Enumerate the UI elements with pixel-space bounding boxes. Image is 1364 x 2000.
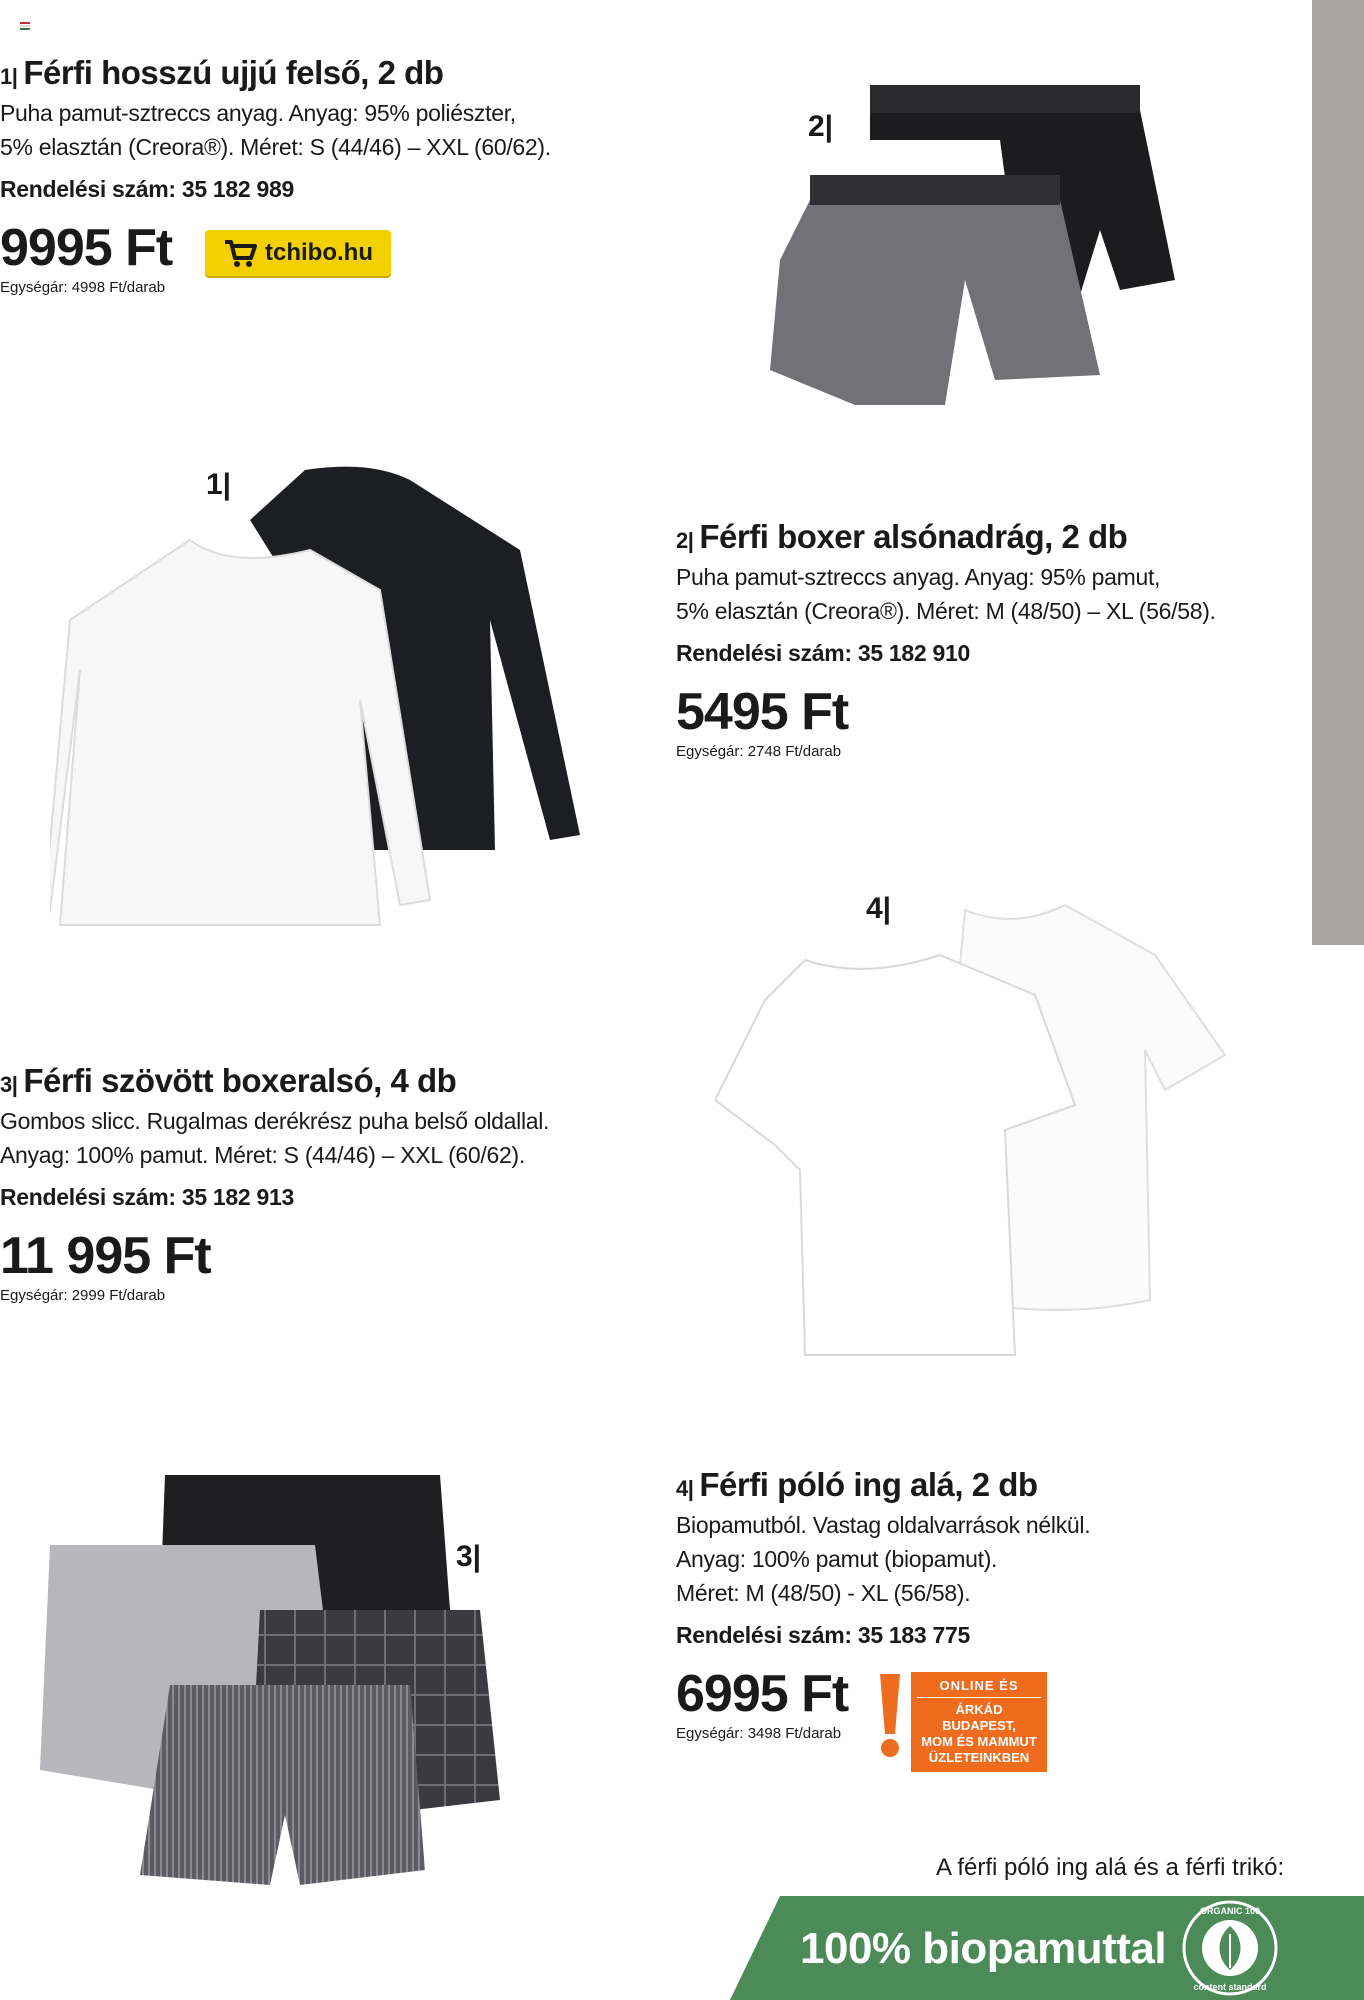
order-number: Rendelési szám: 35 182 989 — [0, 176, 294, 202]
notice-line: ÜZLETEINKBEN — [928, 1750, 1030, 1765]
unit-price: Egységár: 2748 Ft/darab — [676, 743, 842, 760]
product-desc: 5% elasztán (Creora®). Méret: S (44/46) – XXL (60/62). — [0, 134, 551, 160]
tchibo-button-label: tchibo.hu — [265, 239, 373, 266]
long-sleeve-tops-image — [50, 460, 590, 940]
seal-bottom-text: content standard — [1193, 1982, 1267, 1992]
product-title: 2| Férfi boxer alsónadrág, 2 db — [676, 518, 1128, 555]
image-marker-2: 2| — [808, 110, 834, 143]
order-number: Rendelési szám: 35 182 910 — [676, 640, 970, 666]
price: 11 995 Ft — [0, 1227, 211, 1285]
notice-line: MOM ÉS MAMMUT — [921, 1734, 1037, 1749]
cart-icon — [223, 238, 257, 268]
unit-price: Egységár: 3498 Ft/darab — [676, 1725, 842, 1742]
store-availability-badge — [877, 1672, 1047, 1765]
tchibo-shop-button[interactable] — [205, 230, 391, 276]
side-color-bar — [1312, 0, 1364, 945]
price: 5495 Ft — [676, 683, 849, 741]
price: 6995 Ft — [676, 1665, 849, 1723]
product-desc: Gombos slicc. Rugalmas derékrész puha belső oldallal. — [0, 1108, 550, 1134]
notice-line: ÁRKÁD BUDAPEST, — [942, 1702, 1016, 1733]
product-title: 1| Férfi hosszú ujjú felső, 2 db — [0, 54, 444, 91]
product-desc: Puha pamut-sztreccs anyag. Anyag: 95% pamut, — [676, 564, 1161, 590]
order-number: Rendelési szám: 35 182 913 — [0, 1184, 294, 1210]
footer-note: A férfi póló ing alá és a férfi trikó: — [936, 1854, 1285, 1881]
product-2 — [676, 518, 1216, 762]
product-desc: Puha pamut-sztreccs anyag. Anyag: 95% poliészter, — [0, 100, 516, 126]
woven-boxers-image — [40, 1470, 530, 1890]
unit-price: Egységár: 4998 Ft/darab — [0, 279, 166, 296]
organic-seal-icon — [1182, 1900, 1278, 1996]
image-marker-4: 4| — [866, 892, 892, 925]
bio-banner-text: 100% biopamuttal — [800, 1924, 1167, 1973]
unit-price: Egységár: 2999 Ft/darab — [0, 1287, 166, 1304]
t-shirts-image — [715, 900, 1235, 1360]
boxer-briefs-image — [770, 80, 1180, 420]
product-title: 4| Férfi póló ing alá, 2 db — [676, 1466, 1038, 1503]
product-desc: Anyag: 100% pamut (biopamut). — [676, 1546, 998, 1572]
seal-top-text: ORGANIC 100 — [1199, 1906, 1261, 1916]
product-title: 3| Férfi szövött boxeralsó, 4 db — [0, 1062, 457, 1099]
product-desc: Méret: M (48/50) - XL (56/58). — [676, 1580, 971, 1606]
exclamation-icon — [877, 1672, 903, 1760]
image-marker-3: 3| — [456, 1540, 482, 1573]
flag-icon — [20, 22, 30, 29]
product-desc: Anyag: 100% pamut. Méret: S (44/46) – XXL (60/62). — [0, 1142, 525, 1168]
product-desc: Biopamutból. Vastag oldalvarrások nélkül. — [676, 1512, 1091, 1538]
notice-line: ONLINE ÉS — [917, 1678, 1041, 1698]
order-number: Rendelési szám: 35 183 775 — [676, 1622, 970, 1648]
product-desc: 5% elasztán (Creora®). Méret: M (48/50) – XL (56/58). — [676, 598, 1216, 624]
price: 9995 Ft — [0, 219, 173, 277]
product-3 — [0, 1062, 549, 1306]
image-marker-1: 1| — [206, 468, 232, 501]
